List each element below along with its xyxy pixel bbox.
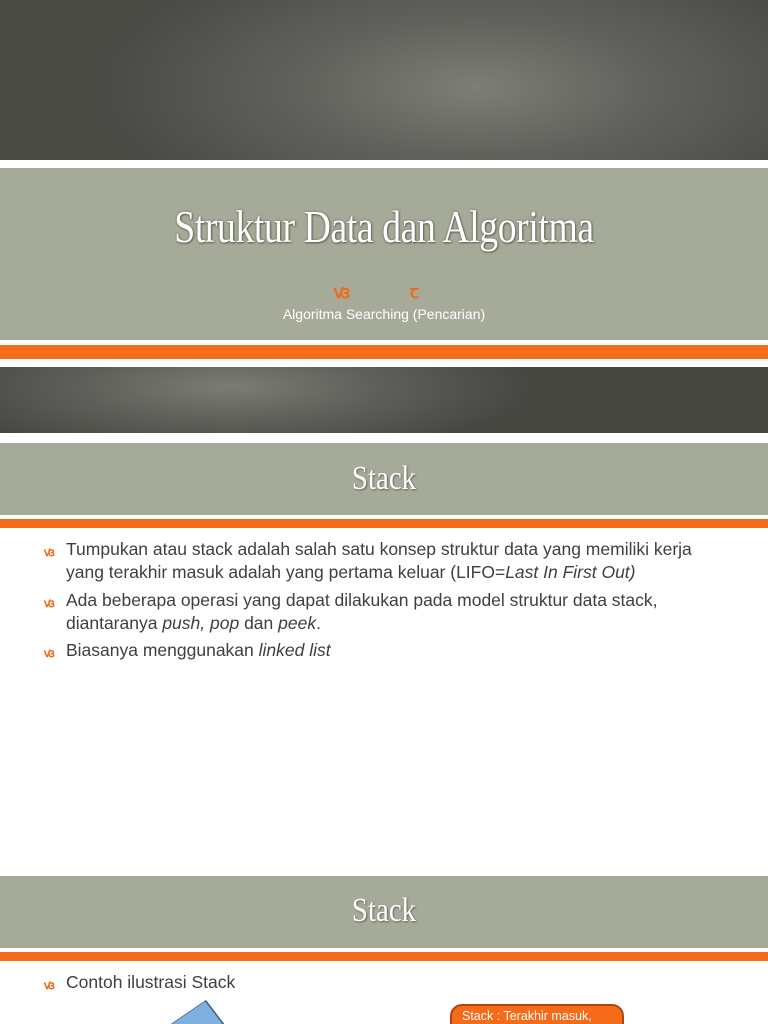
bullet-icon: ꟃ	[44, 596, 55, 610]
presentation-title: Struktur Data dan Algoritma	[174, 201, 594, 252]
bullet-text-italic: linked list	[258, 640, 331, 660]
bullet-text-plain: Biasanya menggunakan	[66, 640, 259, 660]
bullet-icon: ꟃ	[44, 646, 55, 660]
slide2-heading: Stack	[351, 460, 417, 497]
presentation-subtitle: Algoritma Searching (Pencarian)	[282, 306, 486, 322]
ornament-right-icon: ꞇ	[410, 282, 419, 303]
bullet-icon: ꟃ	[44, 545, 55, 559]
title-slide-banner	[0, 0, 768, 160]
bullet-text-italic: push, pop	[162, 612, 240, 633]
bullet-text-italic: peek	[278, 612, 317, 633]
stack-illustration-shape	[154, 1000, 235, 1024]
slide2-banner	[0, 367, 768, 433]
bullet-text-plain: Ada beberapa operasi yang dapat dilakukan pada model struktur data stack, diantaranya	[66, 590, 658, 633]
accent-bar	[0, 952, 768, 961]
slide3-heading: Stack	[351, 892, 417, 929]
bullet-text-italic: Last In First Out)	[505, 561, 636, 582]
bullet-text-plain: Tumpukan atau stack adalah salah satu konsep struktur data yang memiliki kerja yang terakhir masuk adalah yang pertama keluar (LIFO=	[66, 539, 692, 582]
accent-bar	[0, 519, 768, 528]
bullet-text	[66, 639, 726, 662]
ornament-left-icon: ꟃ	[334, 282, 351, 303]
bullet-text: Contoh ilustrasi Stack	[66, 972, 236, 992]
bullet-text-plain: dan	[239, 612, 279, 633]
divider	[0, 433, 768, 443]
divider	[0, 160, 768, 168]
divider	[0, 359, 768, 367]
bullet-text	[66, 589, 726, 634]
accent-bar	[0, 345, 768, 359]
divider	[0, 868, 768, 876]
bullet-text-plain: .	[316, 612, 321, 633]
stack-callout: Stack : Terakhir masuk,	[450, 1004, 624, 1024]
bullet-icon: ꟃ	[44, 978, 55, 992]
bullet-text	[66, 538, 726, 583]
